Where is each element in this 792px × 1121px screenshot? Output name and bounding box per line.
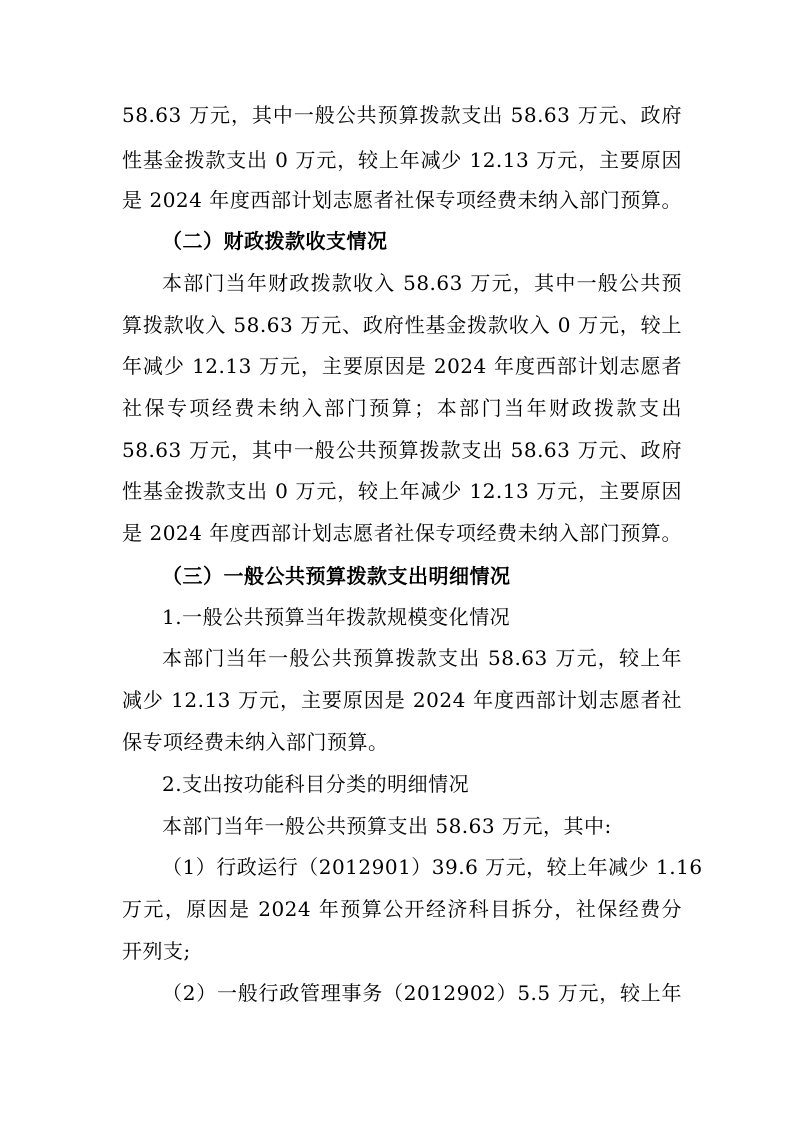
text-line: 性基金拨款支出 0 万元，较上年减少 12.13 万元，主要原因 bbox=[122, 148, 682, 172]
text-line: 开列支; bbox=[122, 939, 191, 963]
text-line: 本部门当年一般公共预算拨款支出 58.63 万元，较上年 bbox=[162, 646, 682, 670]
subsection-heading: 1.一般公共预算当年拨款规模变化情况 bbox=[162, 605, 511, 629]
text-line: 是 2024 年度西部计划志愿者社保专项经费未纳入部门预算。 bbox=[122, 521, 682, 545]
text-line: 保专项经费未纳入部门预算。 bbox=[122, 730, 389, 754]
section-heading: （三）一般公共预算拨款支出明细情况 bbox=[162, 564, 511, 588]
text-line: 是 2024 年度西部计划志愿者社保专项经费未纳入部门预算。 bbox=[122, 188, 682, 212]
text-line: 58.63 万元，其中一般公共预算拨款支出 58.63 万元、政府 bbox=[122, 438, 682, 462]
text-line: 性基金拨款支出 0 万元，较上年减少 12.13 万元，主要原因 bbox=[122, 479, 682, 503]
text-line: （2）一般行政管理事务（2012902）5.5 万元，较上年 bbox=[162, 981, 682, 1005]
text-line: 减少 12.13 万元，主要原因是 2024 年度西部计划志愿者社 bbox=[122, 688, 682, 712]
section-heading: （二）财政拨款收支情况 bbox=[162, 229, 388, 253]
text-line: 万元，原因是 2024 年预算公开经济科目拆分，社保经费分 bbox=[122, 897, 682, 921]
subsection-heading: 2.支出按功能科目分类的明细情况 bbox=[162, 772, 470, 796]
text-line: （1）行政运行（2012901）39.6 万元，较上年减少 1.16 bbox=[162, 855, 703, 879]
text-line: 本部门当年财政拨款收入 58.63 万元，其中一般公共预 bbox=[162, 271, 682, 295]
text-line: 算拨款收入 58.63 万元、政府性基金拨款收入 0 万元，较上 bbox=[122, 313, 682, 337]
text-line: 社保专项经费未纳入部门预算；本部门当年财政拨款支出 bbox=[122, 396, 682, 420]
text-line: 年减少 12.13 万元，主要原因是 2024 年度西部计划志愿者 bbox=[122, 354, 682, 378]
text-line: 本部门当年一般公共预算支出 58.63 万元，其中: bbox=[162, 814, 612, 838]
text-line: 58.63 万元，其中一般公共预算拨款支出 58.63 万元、政府 bbox=[122, 103, 682, 127]
